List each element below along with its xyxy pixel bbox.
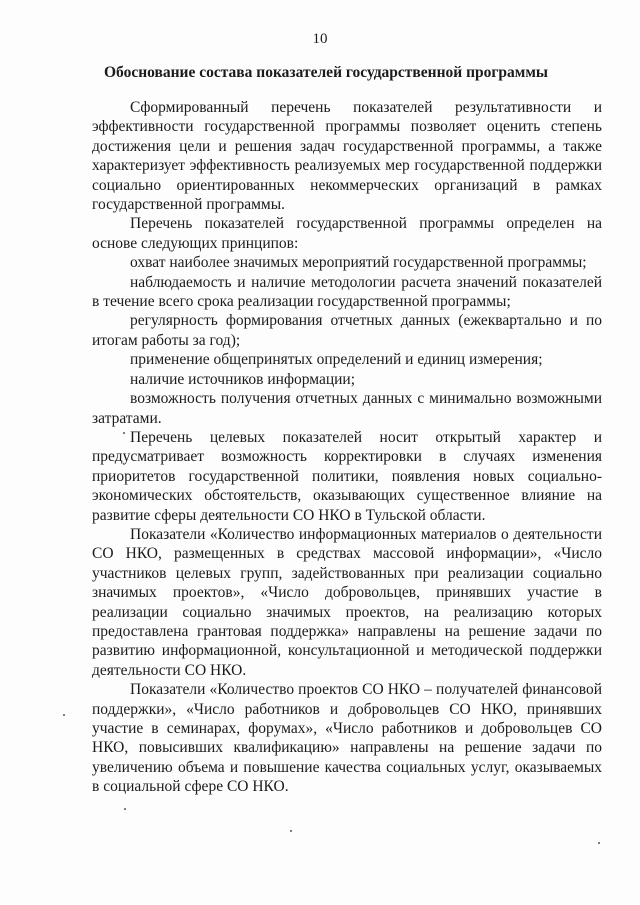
page-number: 10 (312, 31, 328, 47)
section-title: Обоснование состава показателей государственной программы (103, 64, 549, 81)
scan-speck (124, 808, 126, 810)
list-item: наблюдаемость и наличие методологии расчета значений показателей в течение всего срока реализации государственной программы; (92, 273, 602, 311)
paragraph: Перечень показателей государственной программы определен на основе следующих принципов: (92, 215, 602, 252)
list-item: применение общепринятых определений и единиц измерения; (130, 351, 543, 369)
list-item: регулярность формирования отчетных данных (ежеквартально и по итогам работы за год); (92, 312, 602, 349)
list-item: наличие источников информации; (130, 370, 356, 388)
scan-speck (598, 842, 600, 844)
scan-speck (290, 830, 292, 832)
list-item: возможность получения отчетных данных с минимально возможными затратами. (92, 390, 602, 427)
paragraph: Показатели «Количество проектов СО НКО – получателей финансовой поддержки», «Число работников и добровольцев СО НКО, принявших участие в семинарах, форумах», «Число работников и добровольцев СО НКО, повысивших квалификацию» направлены на решение задачи по увеличению объема и повышение качества социальных услуг, оказываемых в социальной сфере СО НКО. (92, 681, 602, 796)
paragraph: Перечень целевых показателей носит открытый характер и предусматривает возможность корректировки в случаях изменения приоритетов государственной политики, появления новых социально-экономических обстоятельств, оказывающих существенное влияние на развитие сферы деятельности СО НКО в Тульской области. (92, 428, 602, 524)
list-item: охват наиболее значимых мероприятий государственной программы; (130, 254, 587, 272)
paragraph: Сформированный перечень показателей результативности и эффективности государственной программы позволяет оценить степень достижения цели и решения задач государственной программы, а также характеризует эффективность реализуемых мер государственной поддержки социально ориентированных некоммерческих организаций в рамках государственной программы. (92, 99, 602, 214)
scan-speck (63, 714, 65, 716)
scan-speck (123, 432, 125, 434)
body-text (92, 98, 602, 797)
paragraph: Показатели «Количество информационных материалов о деятельности СО НКО, размещенных в средствах массовой информации», «Число участников целевых групп, задействованных при реализации социально значимых проектов», «Число добровольцев, принявших участие в реализации социально значимых проектов, на реализацию которых предоставлена грантовая поддержка» направлены на решение задачи по развитию информационной, консультационной и методической поддержки деятельности СО НКО. (92, 525, 602, 679)
